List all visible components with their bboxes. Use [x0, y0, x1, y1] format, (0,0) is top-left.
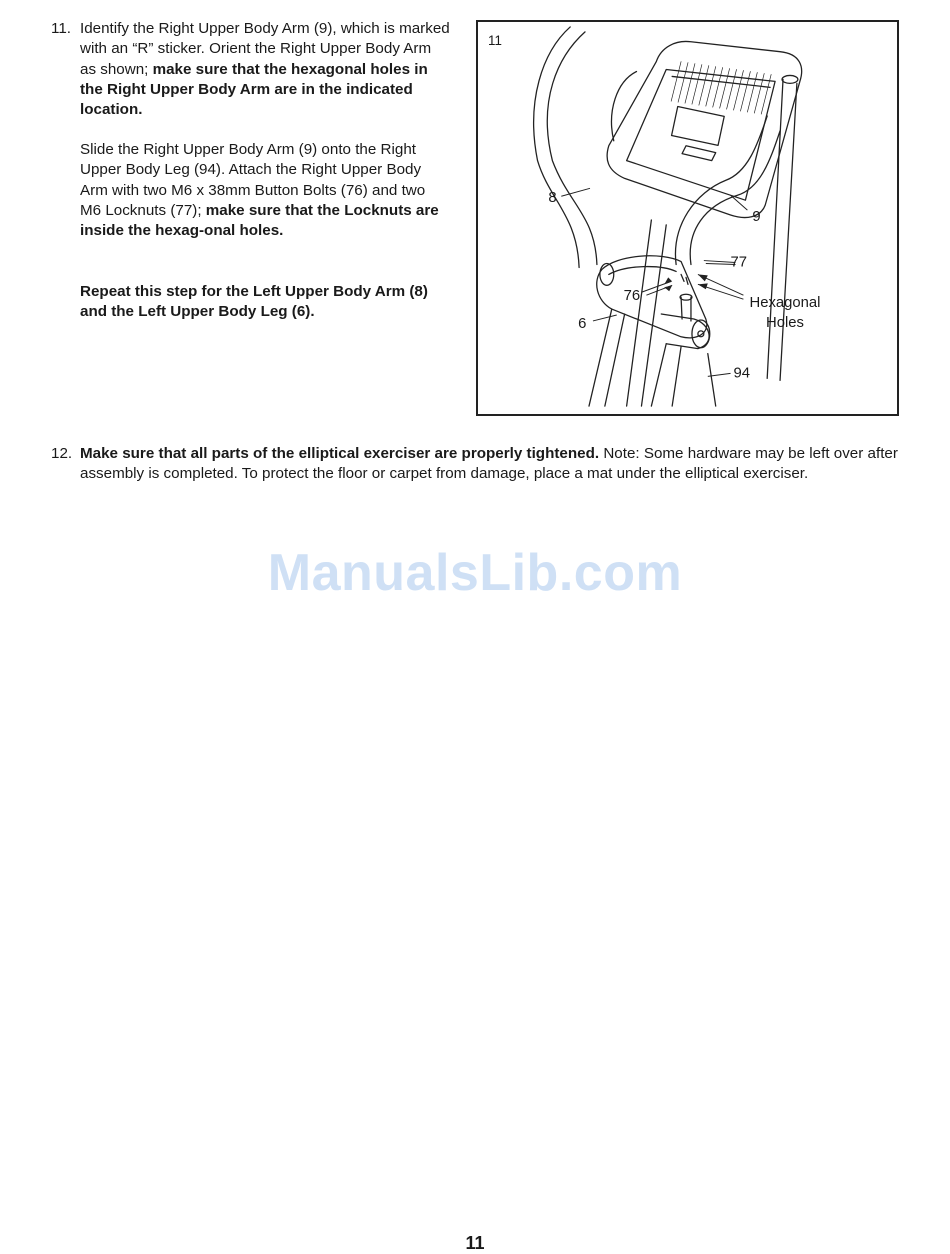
figure-number: 11	[488, 32, 502, 48]
step-12-number: 12.	[51, 445, 73, 462]
part-label-8: 8	[548, 190, 557, 207]
page-number: 11	[465, 1233, 485, 1253]
step-11-p1-text: Identify the Right Upper Body Arm (9), which is marked with an “R” sticker. Orient the Right Upper Body Arm as shown;	[80, 20, 450, 78]
part-label-9: 9	[752, 208, 761, 225]
hexagonal-holes-label-line2: Holes	[766, 314, 804, 331]
step-11-paragraph-1	[80, 19, 450, 120]
step-11-number: 11.	[51, 20, 71, 37]
step-12-bold: Make sure that all parts of the elliptical exerciser are properly tightened.	[80, 445, 600, 462]
assembly-drawing	[478, 22, 897, 414]
assembly-figure-11	[476, 20, 899, 416]
elliptical-line-art	[534, 27, 802, 406]
part-label-6: 6	[578, 315, 587, 332]
step-12-paragraph	[80, 444, 900, 485]
step-11-p1-bold: make sure that the hexagonal holes in the Right Upper Body Arm are in the indicated location.	[80, 60, 428, 119]
step-11-paragraph-2	[80, 140, 450, 241]
leader-lines	[561, 188, 747, 376]
hexagonal-holes-label-line1: Hexagonal	[749, 295, 821, 312]
watermark: ManualsLib.com	[267, 544, 683, 602]
step-11-p3-bold: Repeat this step for the Left Upper Body Arm (8) and the Left Upper Body Leg (6).	[80, 283, 428, 321]
step-11-p2-text: Slide the Right Upper Body Arm (9) onto the Right Upper Body Leg (94). Attach the Right Upper Body Arm with two M6 x 38mm Button Bolts (76) and two M6 Locknuts (77);	[80, 141, 426, 219]
part-label-76: 76	[623, 288, 641, 305]
step-11-p2-bold: make sure that the Locknuts are inside the hexag-onal holes.	[80, 201, 439, 240]
part-label-77: 77	[730, 254, 748, 271]
step-12-text: Note: Some hardware may be left over after assembly is completed. To protect the floor or carpet from damage, place a mat under the elliptical exerciser.	[80, 445, 898, 483]
part-label-94: 94	[733, 365, 751, 382]
step-11-paragraph-3	[80, 282, 450, 323]
